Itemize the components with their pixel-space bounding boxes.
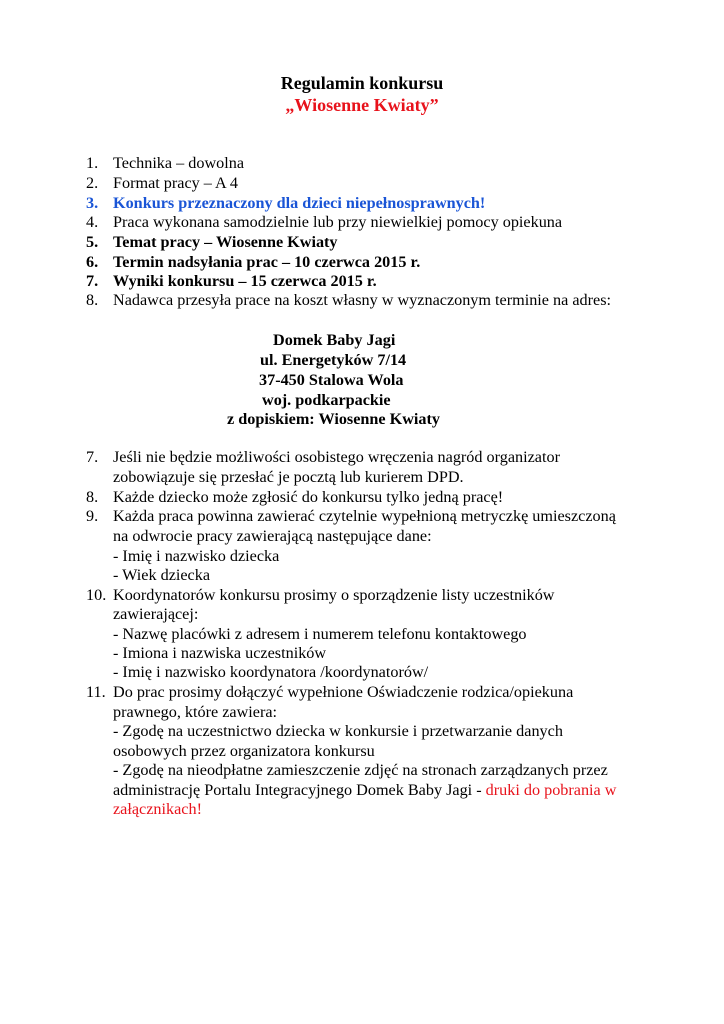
item-number: 10. <box>86 586 107 604</box>
item-text: Do prac prosimy dołączyć wypełnione Oświadczenie rodzica/opiekuna <box>113 683 574 701</box>
item-text: na odwrocie pracy zawierającą następujące dane: <box>113 527 432 545</box>
sub-item <box>0 760 724 780</box>
list-item-continuation <box>0 467 724 487</box>
download-forms-link[interactable]: druki do pobrania w <box>485 781 617 799</box>
list-item-continuation <box>0 780 724 800</box>
sub-item <box>0 643 724 663</box>
item-number: 5. <box>86 233 99 251</box>
item-text: prawnego, które zawiera: <box>113 703 278 721</box>
document-title: Regulamin konkursu <box>280 73 444 93</box>
list-item-highlighted <box>0 193 724 213</box>
list-item <box>0 487 724 507</box>
address-city: 37-450 Stalowa Wola <box>259 371 404 389</box>
item-text: Jeśli nie będzie możliwości osobistego wręczenia nagród organizator <box>113 448 560 466</box>
item-text: Koordynatorów konkursu prosimy o sporządzenie listy uczestników <box>113 586 555 604</box>
item-number: 7. <box>86 448 99 466</box>
item-text: zobowiązuje się przesłać je pocztą lub kurierem DPD. <box>113 468 464 486</box>
list-item-continuation <box>0 702 724 722</box>
item-text-with-link <box>113 780 616 800</box>
list-item-continuation <box>0 799 724 819</box>
item-number: 1. <box>86 154 99 172</box>
item-text: Praca wykonana samodzielnie lub przy niewielkiej pomocy opiekuna <box>113 213 563 231</box>
address-name: Domek Baby Jagi <box>273 331 396 349</box>
sub-item <box>0 546 724 566</box>
list-item <box>0 212 724 232</box>
item-text: - Wiek dziecka <box>113 566 211 584</box>
sub-item <box>0 624 724 644</box>
sub-item <box>0 721 724 741</box>
item-number: 4. <box>86 213 99 231</box>
item-number: 2. <box>86 174 99 192</box>
item-text: Konkurs przeznaczony dla dzieci niepełnosprawnych! <box>113 194 486 212</box>
item-text: - Nazwę placówki z adresem i numerem telefonu kontaktowego <box>113 625 527 643</box>
item-text: osobowych przez organizatora konkursu <box>113 742 375 760</box>
item-number: 8. <box>86 488 99 506</box>
contest-name: „Wiosenne Kwiaty” <box>285 95 439 115</box>
list-item-continuation <box>0 741 724 761</box>
list-item <box>0 153 724 173</box>
sub-item <box>0 662 724 682</box>
list-item <box>0 173 724 193</box>
item-text: Technika – dowolna <box>113 154 245 172</box>
list-item <box>0 232 724 252</box>
list-item-continuation <box>0 526 724 546</box>
item-text: Każda praca powinna zawierać czytelnie wypełnioną metryczkę umieszczoną <box>113 507 616 525</box>
item-number: 8. <box>86 291 99 309</box>
download-forms-link-end[interactable]: załącznikach! <box>113 800 202 818</box>
address-note: z dopiskiem: Wiosenne Kwiaty <box>227 410 441 428</box>
item-number: 9. <box>86 507 99 525</box>
item-text: Format pracy – A 4 <box>113 174 238 192</box>
item-text: Każde dziecko może zgłosić do konkursu tylko jedną pracę! <box>113 488 504 506</box>
item-text: administrację Portalu Integracyjnego Domek Baby Jagi - <box>113 781 486 799</box>
address-street: ul. Energetyków 7/14 <box>260 351 407 369</box>
item-number: 7. <box>86 272 99 290</box>
item-text: - Imię i nazwisko dziecka <box>113 547 280 565</box>
item-text: zawierającej: <box>113 605 199 623</box>
item-text: - Imię i nazwisko koordynatora /koordynatorów/ <box>113 663 429 681</box>
list-item <box>0 447 724 467</box>
sub-item <box>0 565 724 585</box>
item-text: - Zgodę na nieodpłatne zamieszczenie zdjęć na stronach zarządzanych przez <box>113 761 608 779</box>
list-item <box>0 506 724 526</box>
item-text: Temat pracy – Wiosenne Kwiaty <box>113 233 338 251</box>
item-text: - Zgodę na uczestnictwo dziecka w konkursie i przetwarzanie danych <box>113 722 563 740</box>
item-number: 3. <box>86 194 99 212</box>
list-item <box>0 290 724 310</box>
item-text: - Imiona i nazwiska uczestników <box>113 644 327 662</box>
item-text: Termin nadsyłania prac – 10 czerwca 2015 r. <box>113 253 421 271</box>
item-number: 11. <box>86 683 106 701</box>
list-item <box>0 682 724 702</box>
list-item-continuation <box>0 604 724 624</box>
item-text: Nadawca przesyła prace na koszt własny w wyznaczonym terminie na adres: <box>113 291 612 309</box>
list-item <box>0 271 724 291</box>
item-text: Wyniki konkursu – 15 czerwca 2015 r. <box>113 272 377 290</box>
list-item <box>0 585 724 605</box>
list-item <box>0 252 724 272</box>
address-region: woj. podkarpackie <box>262 391 391 409</box>
item-number: 6. <box>86 253 99 271</box>
